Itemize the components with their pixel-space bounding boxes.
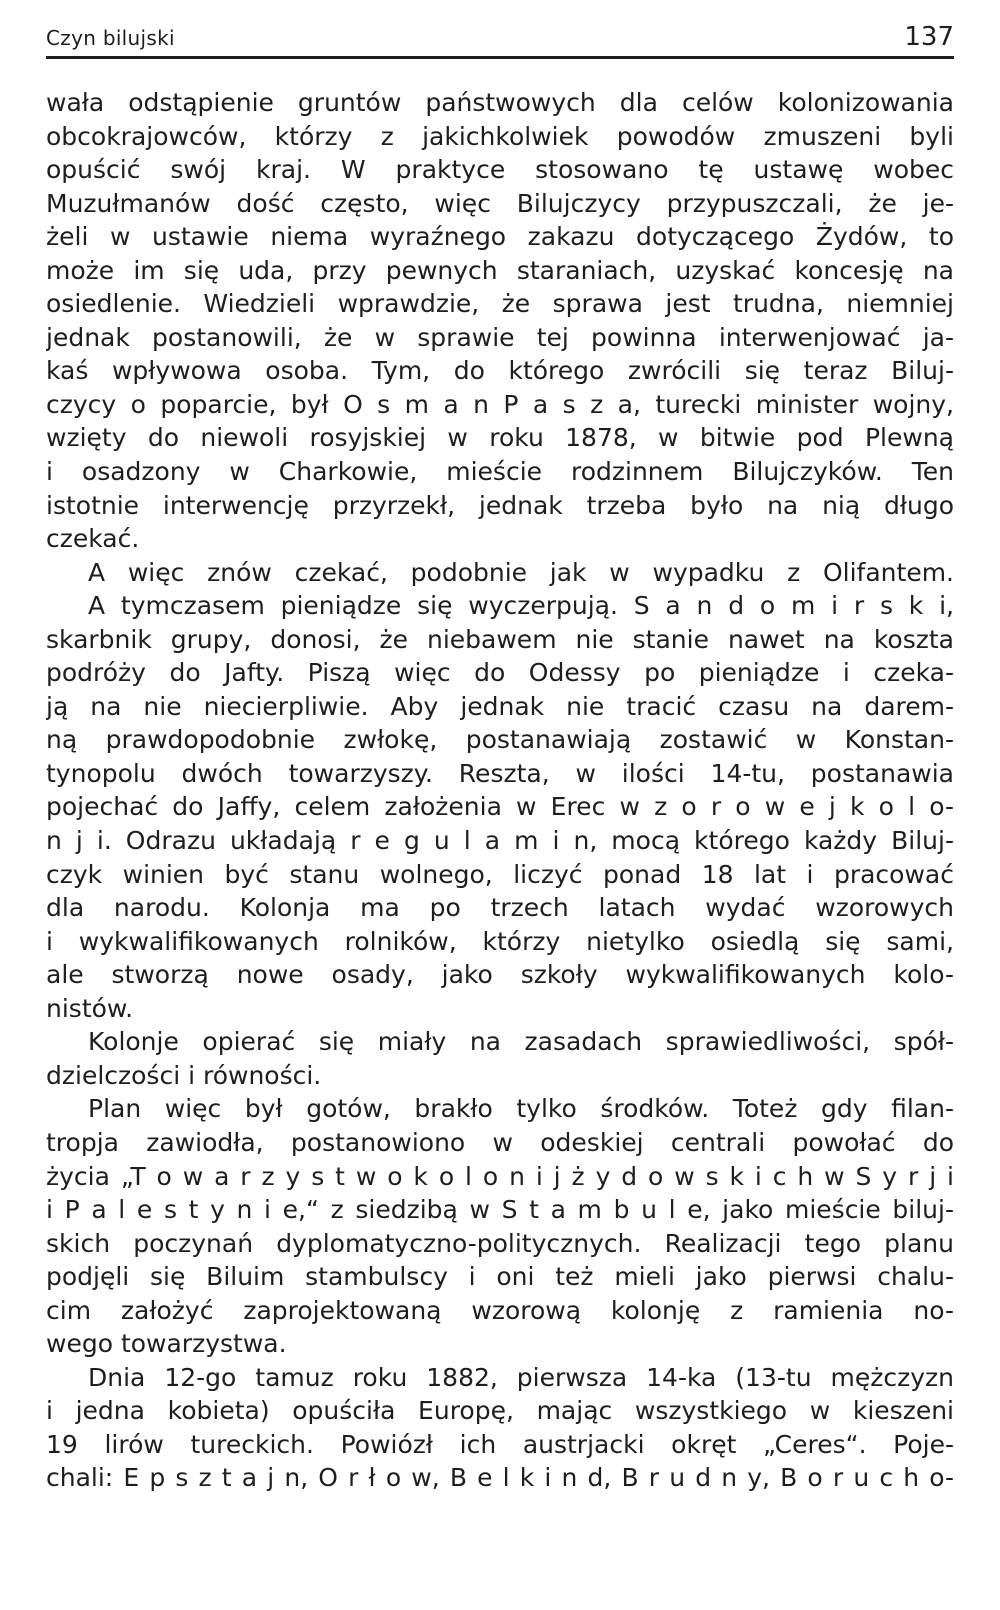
text-line: ale stworzą nowe osady, jako szkoły wykwalifikowanych kolo- [46,960,954,990]
page-header [46,22,954,56]
text-line: ną prawdopodobnie zwłokę, postanawiają zostawić w Konstan- [46,725,954,755]
text-line: i wykwalifikowanych rolników, którzy nietylko osiedlą się sami, [46,926,954,956]
text-line: Kolonje opierać się miały na zasadach sprawiedliwości, spół- [88,1027,954,1057]
text-line: życia „T o w a r z y s t w o k o l o n i j ż y d o w s k i c h w S y r j i [46,1161,954,1191]
body-text [46,86,954,1596]
text-line: i jedna kobieta) opuściła Europę, mając wszystkiego w kieszeni [46,1396,954,1426]
text-line: Plan więc był gotów, brakło tylko środków. Toteż gdy filan- [88,1094,954,1124]
text-line: Dnia 12-go tamuz roku 1882, pierwsza 14-ka (13-tu mężczyzn [88,1362,954,1392]
text-line: podróży do Jafty. Piszą więc do Odessy po pieniądze i czeka- [46,658,954,688]
text-line: ją na nie niecierpliwie. Aby jednak nie tracić czasu na darem- [46,691,954,721]
text-line: n j i. Odrazu układają r e g u l a m i n, mocą którego każdy Biluj- [46,826,954,856]
text-line: czekać. [46,524,140,554]
text-line: czyk winien być stanu wolnego, liczyć ponad 18 lat i pracować [46,859,954,889]
text-line: pojechać do Jaffy, celem założenia w Erec w z o r o w e j k o l o- [46,792,954,822]
text-line: chali: E p s z t a j n, O r ł o w, B e l k i n d, B r u d n y, B o r u c h o- [46,1463,954,1493]
running-head: Czyn bilujski [46,26,175,50]
text-line: obcokrajowców, którzy z jakichkolwiek powodów zmuszeni byli [46,121,954,151]
text-line: cim założyć zaprojektowaną wzorową kolonję z ramienia no- [46,1295,954,1325]
text-line: dla narodu. Kolonja ma po trzech latach wydać wzorowych [46,893,954,923]
text-line: opuścić swój kraj. W praktyce stosowano tę ustawę wobec [46,155,954,185]
text-line: tropja zawiodła, postanowiono w odeskiej centrali powołać do [46,1127,954,1157]
text-line: jednak postanowili, że w sprawie tej powinna interwenjować ja- [46,322,954,352]
text-line: wzięty do niewoli rosyjskiej w roku 1878, w bitwie pod Plewną [46,423,954,453]
text-line: Muzułmanów dość często, więc Bilujczycy przypuszczali, że je- [46,188,954,218]
text-line: i osadzony w Charkowie, mieście rodzinnem Bilujczyków. Ten [46,457,954,487]
text-line: kaś wpływowa osoba. Tym, do którego zwrócili się teraz Biluj- [46,356,954,386]
text-line: istotnie interwencję przyrzekł, jednak trzeba było na nią długo [46,490,954,520]
text-line: A tymczasem pieniądze się wyczerpują. S a n d o m i r s k i, [88,591,954,621]
text-line: A więc znów czekać, podobnie jak w wypadku z Olifantem. [88,557,954,587]
text-line: skarbnik grupy, donosi, że niebawem nie stanie nawet na koszta [46,624,954,654]
header-rule [46,56,954,59]
text-line: i P a l e s t y n i e,“ z siedzibą w S t a m b u l e, jako mieście biluj- [46,1195,954,1225]
text-line: tynopolu dwóch towarzyszy. Reszta, w ilości 14-tu, postanawia [46,758,954,788]
text-line: podjęli się Biluim stambulscy i oni też mieli jako pierwsi chalu- [46,1262,954,1292]
text-line: wego towarzystwa. [46,1329,287,1359]
text-line: dzielczości i równości. [46,1060,322,1090]
text-line: nistów. [46,993,134,1023]
text-line: 19 lirów tureckich. Powiózł ich austrjacki okręt „Ceres“. Poje- [46,1429,954,1459]
text-line: żeli w ustawie niema wyraźnego zakazu dotyczącego Żydów, to [46,222,954,252]
text-line: wała odstąpienie gruntów państwowych dla celów kolonizowania [46,88,954,117]
text-line: skich poczynań dyplomatyczno-politycznych. Realizacji tego planu [46,1228,954,1258]
text-line: osiedlenie. Wiedzieli wprawdzie, że sprawa jest trudna, niemniej [46,289,954,319]
text-line: może im się uda, przy pewnych staraniach, uzyskać koncesję na [46,255,954,285]
text-line: czycy o poparcie, był O s m a n P a s z a, turecki minister wojny, [46,389,954,419]
page-number: 137 [904,22,954,52]
